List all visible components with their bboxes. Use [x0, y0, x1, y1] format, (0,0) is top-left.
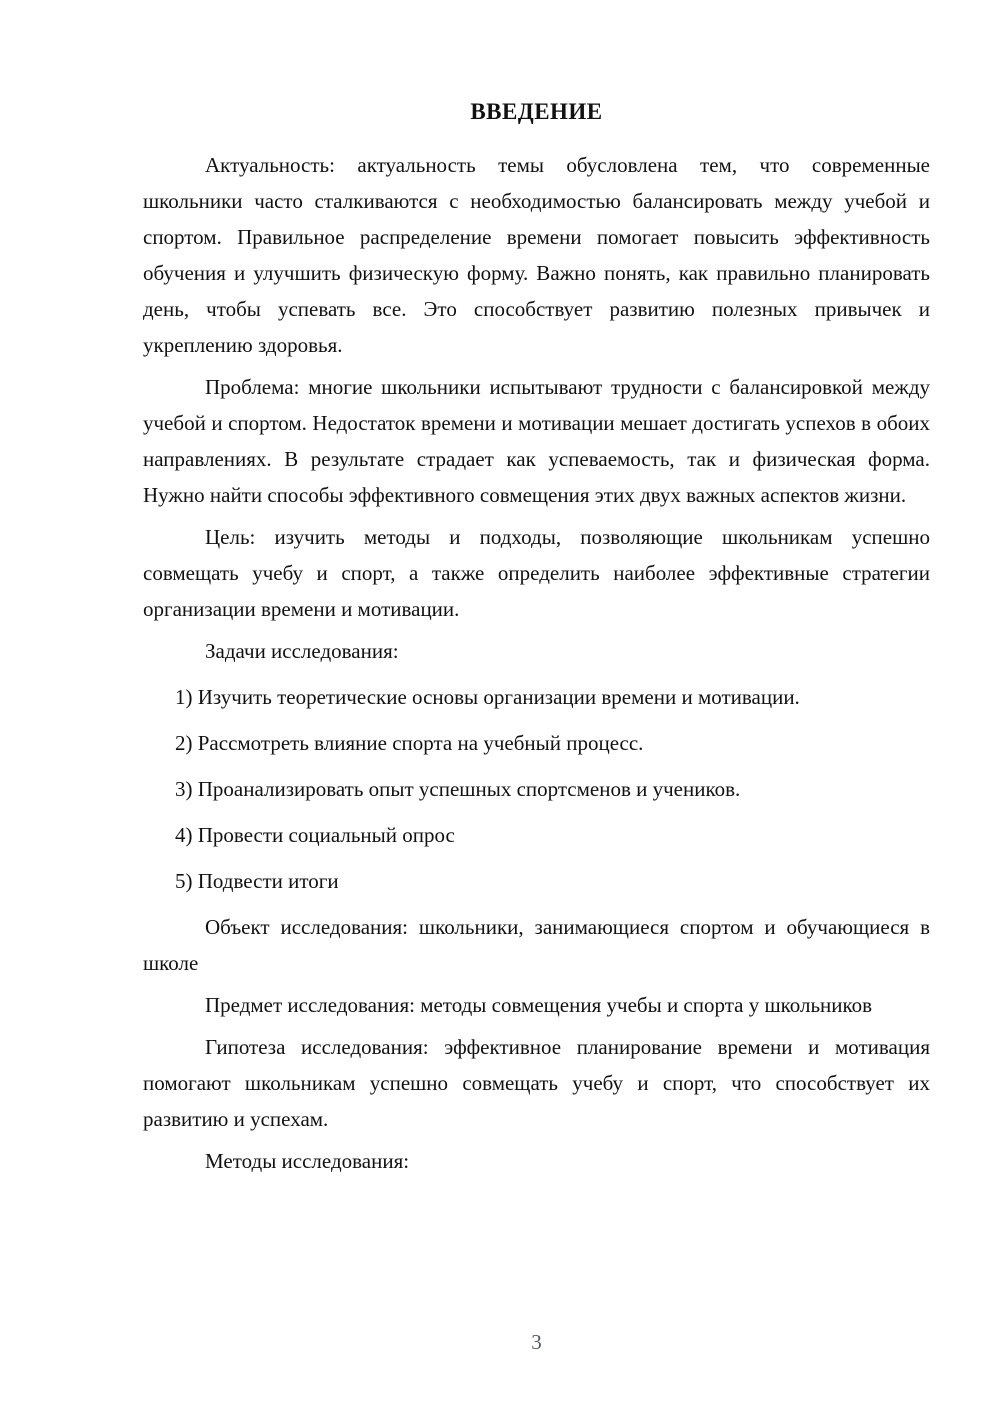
paragraph-methods-label: Методы исследования: — [205, 1149, 410, 1173]
task-item-2: 2) Рассмотреть влияние спорта на учебный процесс. — [175, 731, 644, 755]
paragraph-relevance: Актуальность: актуальность темы обусловлена тем, что современные школьники часто сталкиваются с необходимостью балансировать между учебой и спортом. Правильное распределение времени помогает повысить эффективность обучения и улучшить физическую форму. Важно понять, как правильно планировать день, чтобы успевать все. Это способствует развитию полезных привычек и укреплению здоровья. — [143, 153, 930, 357]
paragraph-problem: Проблема: многие школьники испытывают трудности с балансировкой между учебой и спортом. Недостаток времени и мотивации мешает достигать успехов в обоих направлениях. В результате страдает как успеваемость, так и физическая форма. Нужно найти способы эффективного совмещения этих двух важных аспектов жизни. — [143, 375, 930, 507]
page-number: 3 — [531, 1330, 542, 1354]
paragraph-goal: Цель: изучить методы и подходы, позволяющие школьникам успешно совмещать учебу и спорт, а также определить наиболее эффективные стратегии организации времени и мотивации. — [143, 525, 930, 621]
task-item-4: 4) Провести социальный опрос — [175, 823, 455, 847]
paragraph-hypothesis: Гипотеза исследования: эффективное планирование времени и мотивация помогают школьникам успешно совмещать учебу и спорт, что способствует их развитию и успехам. — [143, 1035, 930, 1131]
paragraph-object: Объект исследования: школьники, занимающиеся спортом и обучающиеся в школе — [143, 915, 930, 975]
task-item-5: 5) Подвести итоги — [175, 869, 339, 893]
paragraph-subject: Предмет исследования: методы совмещения учебы и спорта у школьников — [205, 993, 873, 1017]
task-item-1: 1) Изучить теоретические основы организации времени и мотивации. — [175, 685, 800, 709]
paragraph-tasks-label: Задачи исследования: — [205, 639, 399, 663]
task-item-3: 3) Проанализировать опыт успешных спортсменов и учеников. — [175, 777, 741, 801]
task-list — [143, 679, 930, 899]
page-title: ВВЕДЕНИЕ — [470, 99, 603, 124]
